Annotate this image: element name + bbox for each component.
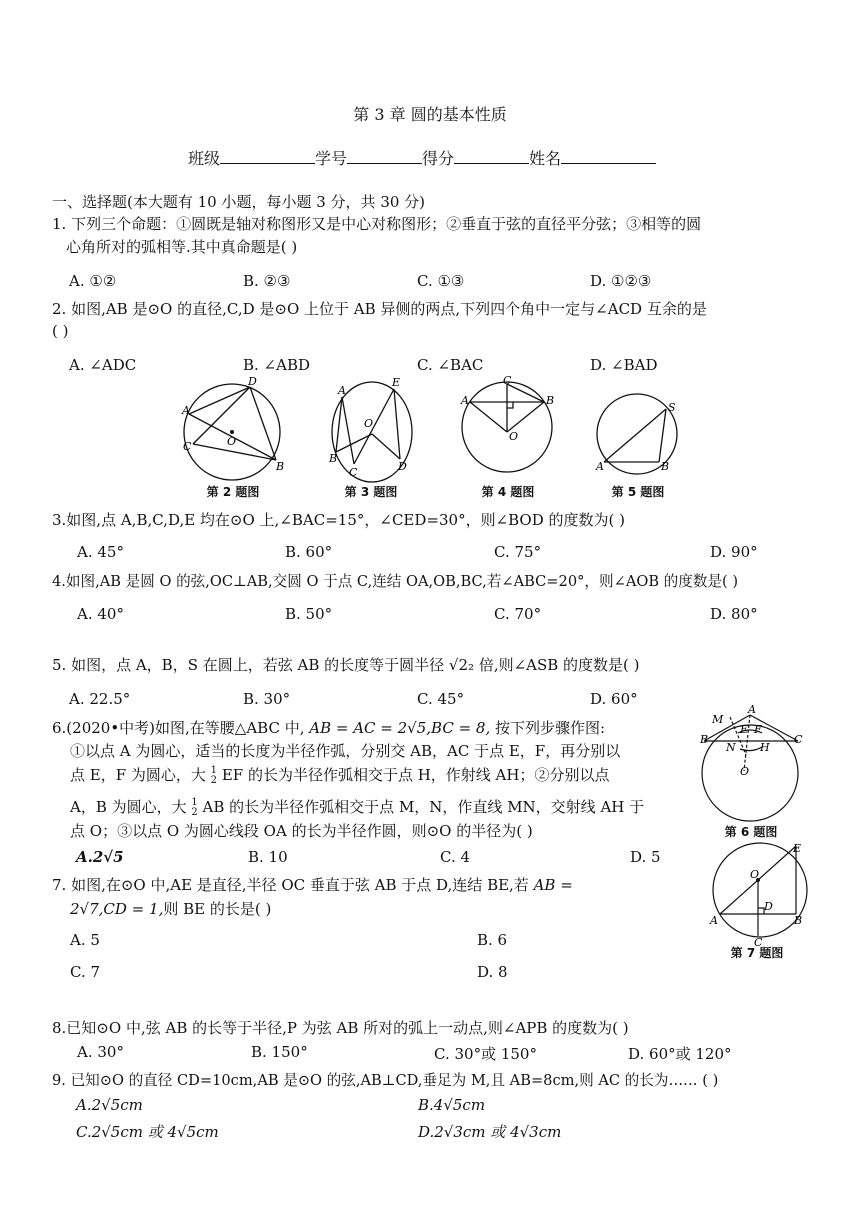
caption-fig3: 第 3 题图 bbox=[344, 485, 398, 499]
q6-line4-post: AB 的长为半径作弧相交于点 M，N，作直线 MN，交射线 AH 于 bbox=[197, 798, 645, 816]
q1-option-a: A. ①② bbox=[69, 272, 117, 290]
fig3-label-a: A bbox=[338, 384, 346, 397]
q5-text-pre: 5. 如图，点 A，B，S 在圆上，若弦 AB 的长度等于圆半径 bbox=[52, 656, 449, 674]
fig2-label-a: A bbox=[182, 404, 190, 417]
page-title: 第 3 章 圆的基本性质 bbox=[353, 105, 507, 124]
q7-option-c: C. 7 bbox=[70, 963, 101, 981]
fig7-label-a: A bbox=[710, 914, 718, 927]
q3-option-a: A. 45° bbox=[77, 543, 124, 561]
q7-math-1: AB = bbox=[533, 876, 573, 894]
q4-line1: 4.如图,AB 是圆 O 的弦,OC⊥AB,交圆 O 于点 C,连结 OA,OB,BC,若∠ABC=20°，则∠AOB 的度数是( ) bbox=[52, 573, 739, 590]
fig6-label-f: F bbox=[754, 723, 762, 736]
fig6-label-a: A bbox=[748, 703, 756, 716]
figure-7 bbox=[708, 838, 812, 946]
fig3-label-d: D bbox=[398, 460, 407, 473]
q9-option-c: C.2√5cm 或 4√5cm bbox=[76, 1123, 219, 1141]
q7-option-d: D. 8 bbox=[477, 963, 508, 981]
q6-option-a: A.2√5 bbox=[76, 848, 124, 866]
fig4-label-a: A bbox=[461, 394, 469, 407]
fig7-label-e: E bbox=[793, 842, 802, 855]
q3-option-d: D. 90° bbox=[710, 543, 758, 561]
fig5-label-s: S bbox=[668, 401, 676, 414]
fig2-label-o: O bbox=[227, 435, 237, 448]
q2-line1: 2. 如图,AB 是⊙O 的直径,C,D 是⊙O 上位于 AB 异侧的两点,下列四个角中一定与∠ACD 互余的是 bbox=[52, 300, 707, 318]
q6-text-pre: 6.(2020•中考)如图,在等腰△ABC 中, bbox=[52, 719, 310, 737]
id-label: 学号 bbox=[315, 149, 348, 168]
q6-line3-pre: 点 E，F 为圆心，大 bbox=[70, 766, 211, 784]
q3-option-c: C. 75° bbox=[494, 543, 542, 561]
q7-text-pre: 7. 如图,在⊙O 中,AE 是直径,半径 OC 垂直于弦 AB 于点 D,连结 BE,若 bbox=[52, 876, 534, 894]
fig6-label-e: E bbox=[740, 723, 749, 736]
fig5-label-b: B bbox=[661, 460, 670, 473]
fig7-label-c: C bbox=[754, 936, 763, 946]
q6-text-post: 按下列步骤作图: bbox=[490, 719, 606, 737]
class-blank bbox=[220, 149, 315, 164]
fig2-label-b: B bbox=[276, 460, 285, 473]
fig3-label-e: E bbox=[392, 376, 401, 389]
q6-line5: 点 O；③以点 O 为圆心线段 OA 的长为半径作圆，则⊙O 的半径为( ) bbox=[70, 822, 533, 840]
q6-option-c: C. 4 bbox=[440, 848, 471, 866]
q9-line1: 9. 已知⊙O 的直径 CD=10cm,AB 是⊙O 的弦,AB⊥CD,垂足为 M,且 AB=8cm,则 AC 的长为…… ( ) bbox=[52, 1072, 719, 1089]
q5-option-d: D. 60° bbox=[590, 690, 638, 708]
class-label: 班级 bbox=[188, 149, 221, 168]
fig6-label-b: B bbox=[700, 733, 709, 746]
name-label: 姓名 bbox=[529, 149, 562, 168]
q5-text-post: 倍,则∠ASB 的度数是( ) bbox=[474, 656, 640, 674]
caption-fig2: 第 2 题图 bbox=[206, 485, 260, 499]
fig6-label-h: H bbox=[760, 741, 770, 754]
fig2-label-c: C bbox=[183, 440, 192, 453]
fig5-label-a: A bbox=[596, 460, 604, 473]
q4-option-c: C. 70° bbox=[494, 605, 542, 623]
q9-option-d: D.2√3cm 或 4√3cm bbox=[418, 1123, 562, 1141]
fig6-label-m: M bbox=[712, 713, 724, 726]
caption-fig5: 第 5 题图 bbox=[611, 485, 665, 499]
fig4-label-c: C bbox=[503, 374, 512, 387]
name-blank bbox=[561, 149, 656, 164]
fig7-label-b: B bbox=[794, 914, 803, 927]
q6-line4-pre: A，B 为圆心，大 bbox=[70, 798, 192, 816]
q5-option-a: A. 22.5° bbox=[69, 690, 131, 708]
q8-option-a: A. 30° bbox=[77, 1043, 124, 1061]
q6-line4 bbox=[70, 796, 644, 819]
caption-fig4: 第 4 题图 bbox=[481, 485, 535, 499]
fig6-label-o: O bbox=[740, 765, 750, 778]
caption-fig7: 第 7 题图 bbox=[730, 946, 784, 960]
q7-text-post: 则 BE 的长是( ) bbox=[163, 900, 272, 918]
id-blank bbox=[347, 149, 422, 164]
q4-option-a: A. 40° bbox=[77, 605, 124, 623]
q6-option-d: D. 5 bbox=[630, 848, 661, 866]
q5-line1 bbox=[52, 654, 640, 677]
q6-math: AB = AC = 2√5,BC = 8, bbox=[309, 719, 491, 737]
q5-option-c: C. 45° bbox=[417, 690, 465, 708]
q8-option-c: C. 30°或 150° bbox=[434, 1045, 537, 1063]
fig3-label-b: B bbox=[329, 452, 338, 465]
q9-option-a: A.2√5cm bbox=[76, 1096, 143, 1114]
q2-option-c: C. ∠BAC bbox=[417, 356, 484, 374]
student-info-line bbox=[188, 146, 656, 169]
fig4-label-b: B bbox=[546, 394, 555, 407]
q3-line1: 3.如图,点 A,B,C,D,E 均在⊙O 上,∠BAC=15°，∠CED=30°，则∠BOD 的度数为( ) bbox=[52, 511, 625, 529]
q6-option-b: B. 10 bbox=[248, 848, 288, 866]
score-blank bbox=[454, 149, 529, 164]
q5-option-b: B. 30° bbox=[243, 690, 291, 708]
section-heading: 一、选择题(本大题有 10 小题，每小题 3 分，共 30 分) bbox=[52, 193, 426, 211]
fig4-label-o: O bbox=[509, 430, 519, 443]
q6-frac2-num: 1 bbox=[191, 797, 198, 808]
q1-option-d: D. ①②③ bbox=[590, 272, 652, 290]
figure-6 bbox=[700, 703, 812, 833]
fig6-label-n: N bbox=[726, 741, 736, 754]
q4-option-d: D. 80° bbox=[710, 605, 758, 623]
q7-line2 bbox=[70, 898, 271, 921]
q2-option-d: D. ∠BAD bbox=[590, 356, 658, 374]
q7-math-2: 2√7,CD = 1, bbox=[70, 900, 164, 918]
q6-frac-num: 1 bbox=[210, 765, 218, 776]
q8-option-b: B. 150° bbox=[251, 1043, 308, 1061]
q2-option-b: B. ∠ABD bbox=[243, 356, 311, 374]
q6-line1 bbox=[52, 717, 605, 740]
q7-line1 bbox=[52, 874, 573, 897]
q8-option-d: D. 60°或 120° bbox=[628, 1045, 732, 1063]
q9-option-b: B.4√5cm bbox=[418, 1096, 486, 1114]
q6-frac-den: 2 bbox=[210, 775, 218, 786]
q1-option-b: B. ②③ bbox=[243, 272, 291, 290]
q1-line1: 1. 下列三个命题：①圆既是轴对称图形又是中心对称图形；②垂直于弦的直径平分弦；③相等的圆 bbox=[52, 215, 702, 233]
q4-option-b: B. 50° bbox=[285, 605, 333, 623]
q1-line2: 心角所对的弧相等.其中真命题是( ) bbox=[66, 238, 298, 256]
fig3-label-o: O bbox=[364, 417, 374, 430]
q7-option-b: B. 6 bbox=[477, 931, 508, 949]
q3-option-b: B. 60° bbox=[285, 543, 333, 561]
fig3-label-c: C bbox=[349, 466, 358, 479]
q2-line2: ( ) bbox=[52, 322, 69, 340]
q8-line1: 8.已知⊙O 中,弦 AB 的长等于半径,P 为弦 AB 所对的弧上一动点,则∠APB 的度数为( ) bbox=[52, 1019, 629, 1037]
q1-option-c: C. ①③ bbox=[417, 272, 465, 290]
score-label: 得分 bbox=[422, 149, 455, 168]
q6-line3-post: EF 的长为半径作弧相交于点 H，作射线 AH；②分别以点 bbox=[217, 766, 610, 784]
caption-fig6: 第 6 题图 bbox=[724, 825, 778, 839]
fig6-label-c: C bbox=[794, 733, 803, 746]
q2-option-a: A. ∠ADC bbox=[69, 356, 137, 374]
q5-math: √2₂ bbox=[448, 656, 475, 674]
q7-option-a: A. 5 bbox=[70, 931, 100, 949]
q6-line2: ①以点 A 为圆心，适当的长度为半径作弧，分别交 AB，AC 于点 E，F，再分别以 bbox=[70, 742, 621, 760]
q6-frac2-den: 2 bbox=[191, 807, 198, 818]
fig2-label-d: D bbox=[248, 375, 257, 388]
q6-line3 bbox=[70, 764, 609, 787]
fig7-label-o: O bbox=[750, 868, 760, 881]
fig7-label-d: D bbox=[764, 900, 773, 913]
figure-4 bbox=[462, 382, 555, 472]
